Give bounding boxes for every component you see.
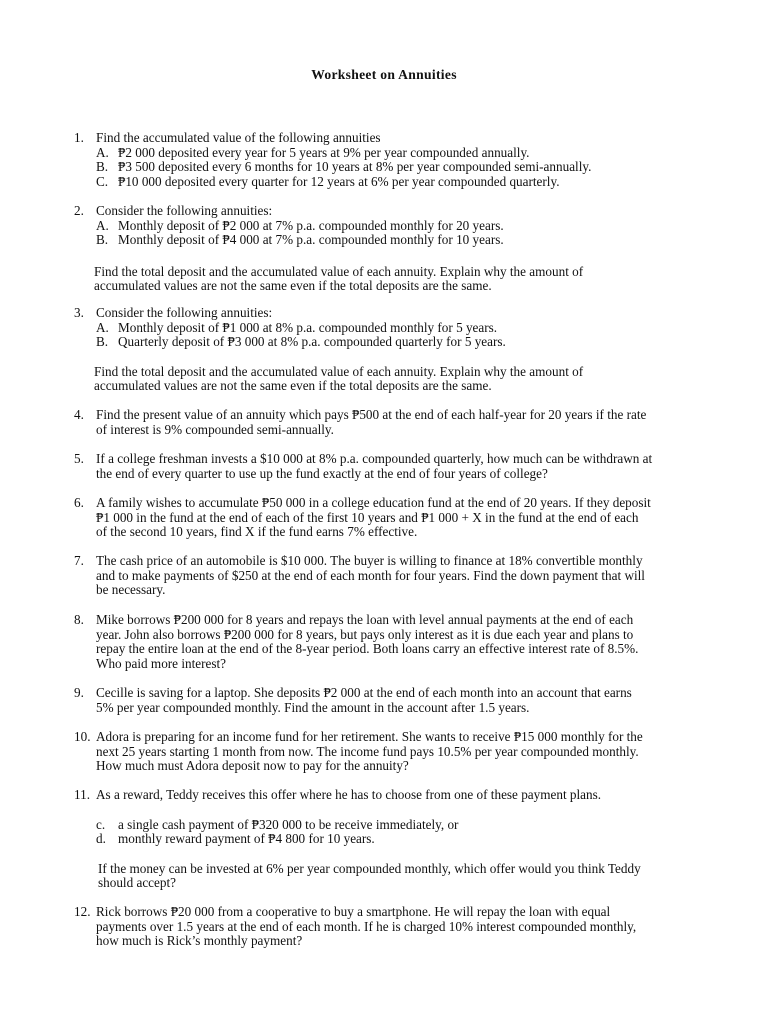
sub-item-text: ₱10 000 deposited every quarter for 12 years at 6% per year compounded quarterly. bbox=[118, 173, 560, 189]
sub-item bbox=[96, 321, 714, 336]
sub-item-letter: d. bbox=[96, 831, 106, 847]
sub-item bbox=[96, 832, 714, 847]
question-text bbox=[96, 408, 714, 437]
question-number: 5. bbox=[74, 451, 84, 466]
question-text bbox=[96, 452, 714, 481]
note-line: Find the total deposit and the accumulated value of each annuity. Explain why the amount of bbox=[94, 363, 584, 379]
sub-item-letter: A. bbox=[96, 144, 109, 160]
question-1 bbox=[74, 131, 714, 189]
question-note bbox=[94, 365, 714, 394]
text-line: repay the entire loan at the end of the 8-year period. Both loans carry an effective interest rate of 8.5%. bbox=[96, 641, 639, 657]
question-text bbox=[96, 496, 714, 540]
sub-item-letter: A. bbox=[96, 319, 109, 335]
sub-item bbox=[96, 160, 714, 175]
question-text bbox=[96, 905, 714, 949]
question-9 bbox=[74, 686, 714, 715]
text-line: the end of every quarter to use up the fund exactly at the end of four years of college? bbox=[96, 465, 548, 481]
question-11 bbox=[74, 788, 714, 891]
sub-item-text: Monthly deposit of ₱2 000 at 7% p.a. compounded monthly for 20 years. bbox=[118, 217, 504, 233]
note-line: accumulated values are not the same even if the total deposits are the same. bbox=[94, 378, 492, 394]
question-8 bbox=[74, 613, 714, 671]
note-line: If the money can be invested at 6% per year compounded monthly, which offer would you think Teddy bbox=[98, 860, 641, 876]
question-text: Consider the following annuities: bbox=[96, 305, 273, 320]
question-number: 4. bbox=[74, 407, 84, 422]
text-line: how much is Rick’s monthly payment? bbox=[96, 933, 303, 949]
text-line: Cecille is saving for a laptop. She deposits ₱2 000 at the end of each month into an account that earns bbox=[96, 685, 632, 700]
question-number: 3. bbox=[74, 305, 84, 320]
question-text: As a reward, Teddy receives this offer where he has to choose from one of these payment plans. bbox=[96, 787, 602, 802]
text-line: Find the present value of an annuity which pays ₱500 at the end of each half-year for 20 years if the rate bbox=[96, 407, 647, 422]
sub-item-text: ₱3 500 deposited every 6 months for 10 years at 8% per year compounded semi-annually. bbox=[118, 159, 592, 175]
sub-item bbox=[96, 335, 714, 350]
question-7 bbox=[74, 554, 714, 598]
text-line: 5% per year compounded monthly. Find the amount in the account after 1.5 years. bbox=[96, 699, 530, 715]
text-line: and to make payments of $250 at the end of each month for four years. Find the down payment that will bbox=[96, 567, 645, 583]
sub-item-letter: C. bbox=[96, 173, 109, 189]
question-5 bbox=[74, 452, 714, 481]
question-10 bbox=[74, 730, 714, 774]
question-number: 6. bbox=[74, 495, 84, 510]
question-text bbox=[96, 730, 714, 774]
sub-item-text: Quarterly deposit of ₱3 000 at 8% p.a. compounded quarterly for 5 years. bbox=[118, 334, 506, 350]
sub-item-text: ₱2 000 deposited every year for 5 years at 9% per year compounded annually. bbox=[118, 144, 530, 160]
text-line: Adora is preparing for an income fund for her retirement. She wants to receive ₱15 000 monthly for the bbox=[96, 729, 643, 744]
worksheet-title: Worksheet on Annuities bbox=[311, 67, 457, 82]
text-line: be necessary. bbox=[96, 582, 166, 598]
question-number: 7. bbox=[74, 553, 84, 568]
note-line: accumulated values are not the same even if the total deposits are the same. bbox=[94, 278, 492, 294]
question-number: 11. bbox=[74, 787, 90, 802]
text-line: If a college freshman invests a $10 000 at 8% p.a. compounded quarterly, how much can be withdrawn at bbox=[96, 451, 653, 466]
sub-item-letter: B. bbox=[96, 159, 109, 175]
question-text bbox=[96, 686, 714, 715]
text-line: Who paid more interest? bbox=[96, 655, 226, 671]
text-line: payments over 1.5 years at the end of each month. If he is charged 10% interest compounded monthly, bbox=[96, 918, 637, 934]
question-number: 8. bbox=[74, 612, 84, 627]
question-note bbox=[94, 265, 714, 294]
sub-item bbox=[96, 818, 714, 833]
question-text: Find the accumulated value of the following annuities bbox=[96, 130, 381, 145]
text-line: of the second 10 years, find X if the fund earns 7% effective. bbox=[96, 524, 418, 540]
sub-item-text: Monthly deposit of ₱1 000 at 8% p.a. compounded monthly for 5 years. bbox=[118, 319, 498, 335]
sub-item bbox=[96, 175, 714, 190]
question-number: 10. bbox=[74, 729, 91, 744]
text-line: year. John also borrows ₱200 000 for 8 years, but pays only interest as it is due each year and plans to bbox=[96, 626, 634, 642]
sub-item-text: Monthly deposit of ₱4 000 at 7% p.a. compounded monthly for 10 years. bbox=[118, 232, 504, 248]
question-6 bbox=[74, 496, 714, 540]
question-4 bbox=[74, 408, 714, 437]
text-line: The cash price of an automobile is $10 000. The buyer is willing to finance at 18% convertible monthly bbox=[96, 553, 643, 568]
text-line: Mike borrows ₱200 000 for 8 years and repays the loan with level annual payments at the end of each bbox=[96, 612, 634, 627]
question-number: 2. bbox=[74, 203, 84, 218]
sub-item-letter: B. bbox=[96, 334, 109, 350]
question-12 bbox=[74, 905, 714, 949]
question-2 bbox=[74, 204, 714, 294]
sub-item bbox=[96, 146, 714, 161]
sub-item bbox=[96, 219, 714, 234]
question-number: 9. bbox=[74, 685, 84, 700]
question-text bbox=[96, 613, 714, 671]
question-number: 1. bbox=[74, 130, 84, 145]
question-note bbox=[98, 862, 714, 891]
sub-item-text: monthly reward payment of ₱4 800 for 10 years. bbox=[118, 831, 375, 847]
text-line: of interest is 9% compounded semi-annually. bbox=[96, 421, 334, 437]
note-line: should accept? bbox=[98, 875, 176, 891]
question-text: Consider the following annuities: bbox=[96, 203, 273, 218]
text-line: A family wishes to accumulate ₱50 000 in a college education fund at the end of 20 years. If they deposit bbox=[96, 495, 651, 510]
text-line: Rick borrows ₱20 000 from a cooperative to buy a smartphone. He will repay the loan with equal bbox=[96, 904, 611, 919]
sub-item-letter: B. bbox=[96, 232, 109, 248]
sub-item-text: a single cash payment of ₱320 000 to be receive immediately, or bbox=[118, 816, 459, 832]
question-3 bbox=[74, 306, 714, 394]
sub-item-letter: A. bbox=[96, 217, 109, 233]
question-number: 12. bbox=[74, 904, 91, 919]
text-line: next 25 years starting 1 month from now. The income fund pays 10.5% per year compounded monthly. bbox=[96, 743, 639, 759]
text-line: ₱1 000 in the fund at the end of each of the first 10 years and ₱1 000 + X in the fund at the end of each bbox=[96, 509, 639, 525]
text-line: How much must Adora deposit now to pay for the annuity? bbox=[96, 758, 409, 774]
sub-item-letter: c. bbox=[96, 816, 106, 832]
question-text bbox=[96, 554, 714, 598]
note-line: Find the total deposit and the accumulated value of each annuity. Explain why the amount of bbox=[94, 263, 584, 279]
sub-item bbox=[96, 233, 714, 248]
